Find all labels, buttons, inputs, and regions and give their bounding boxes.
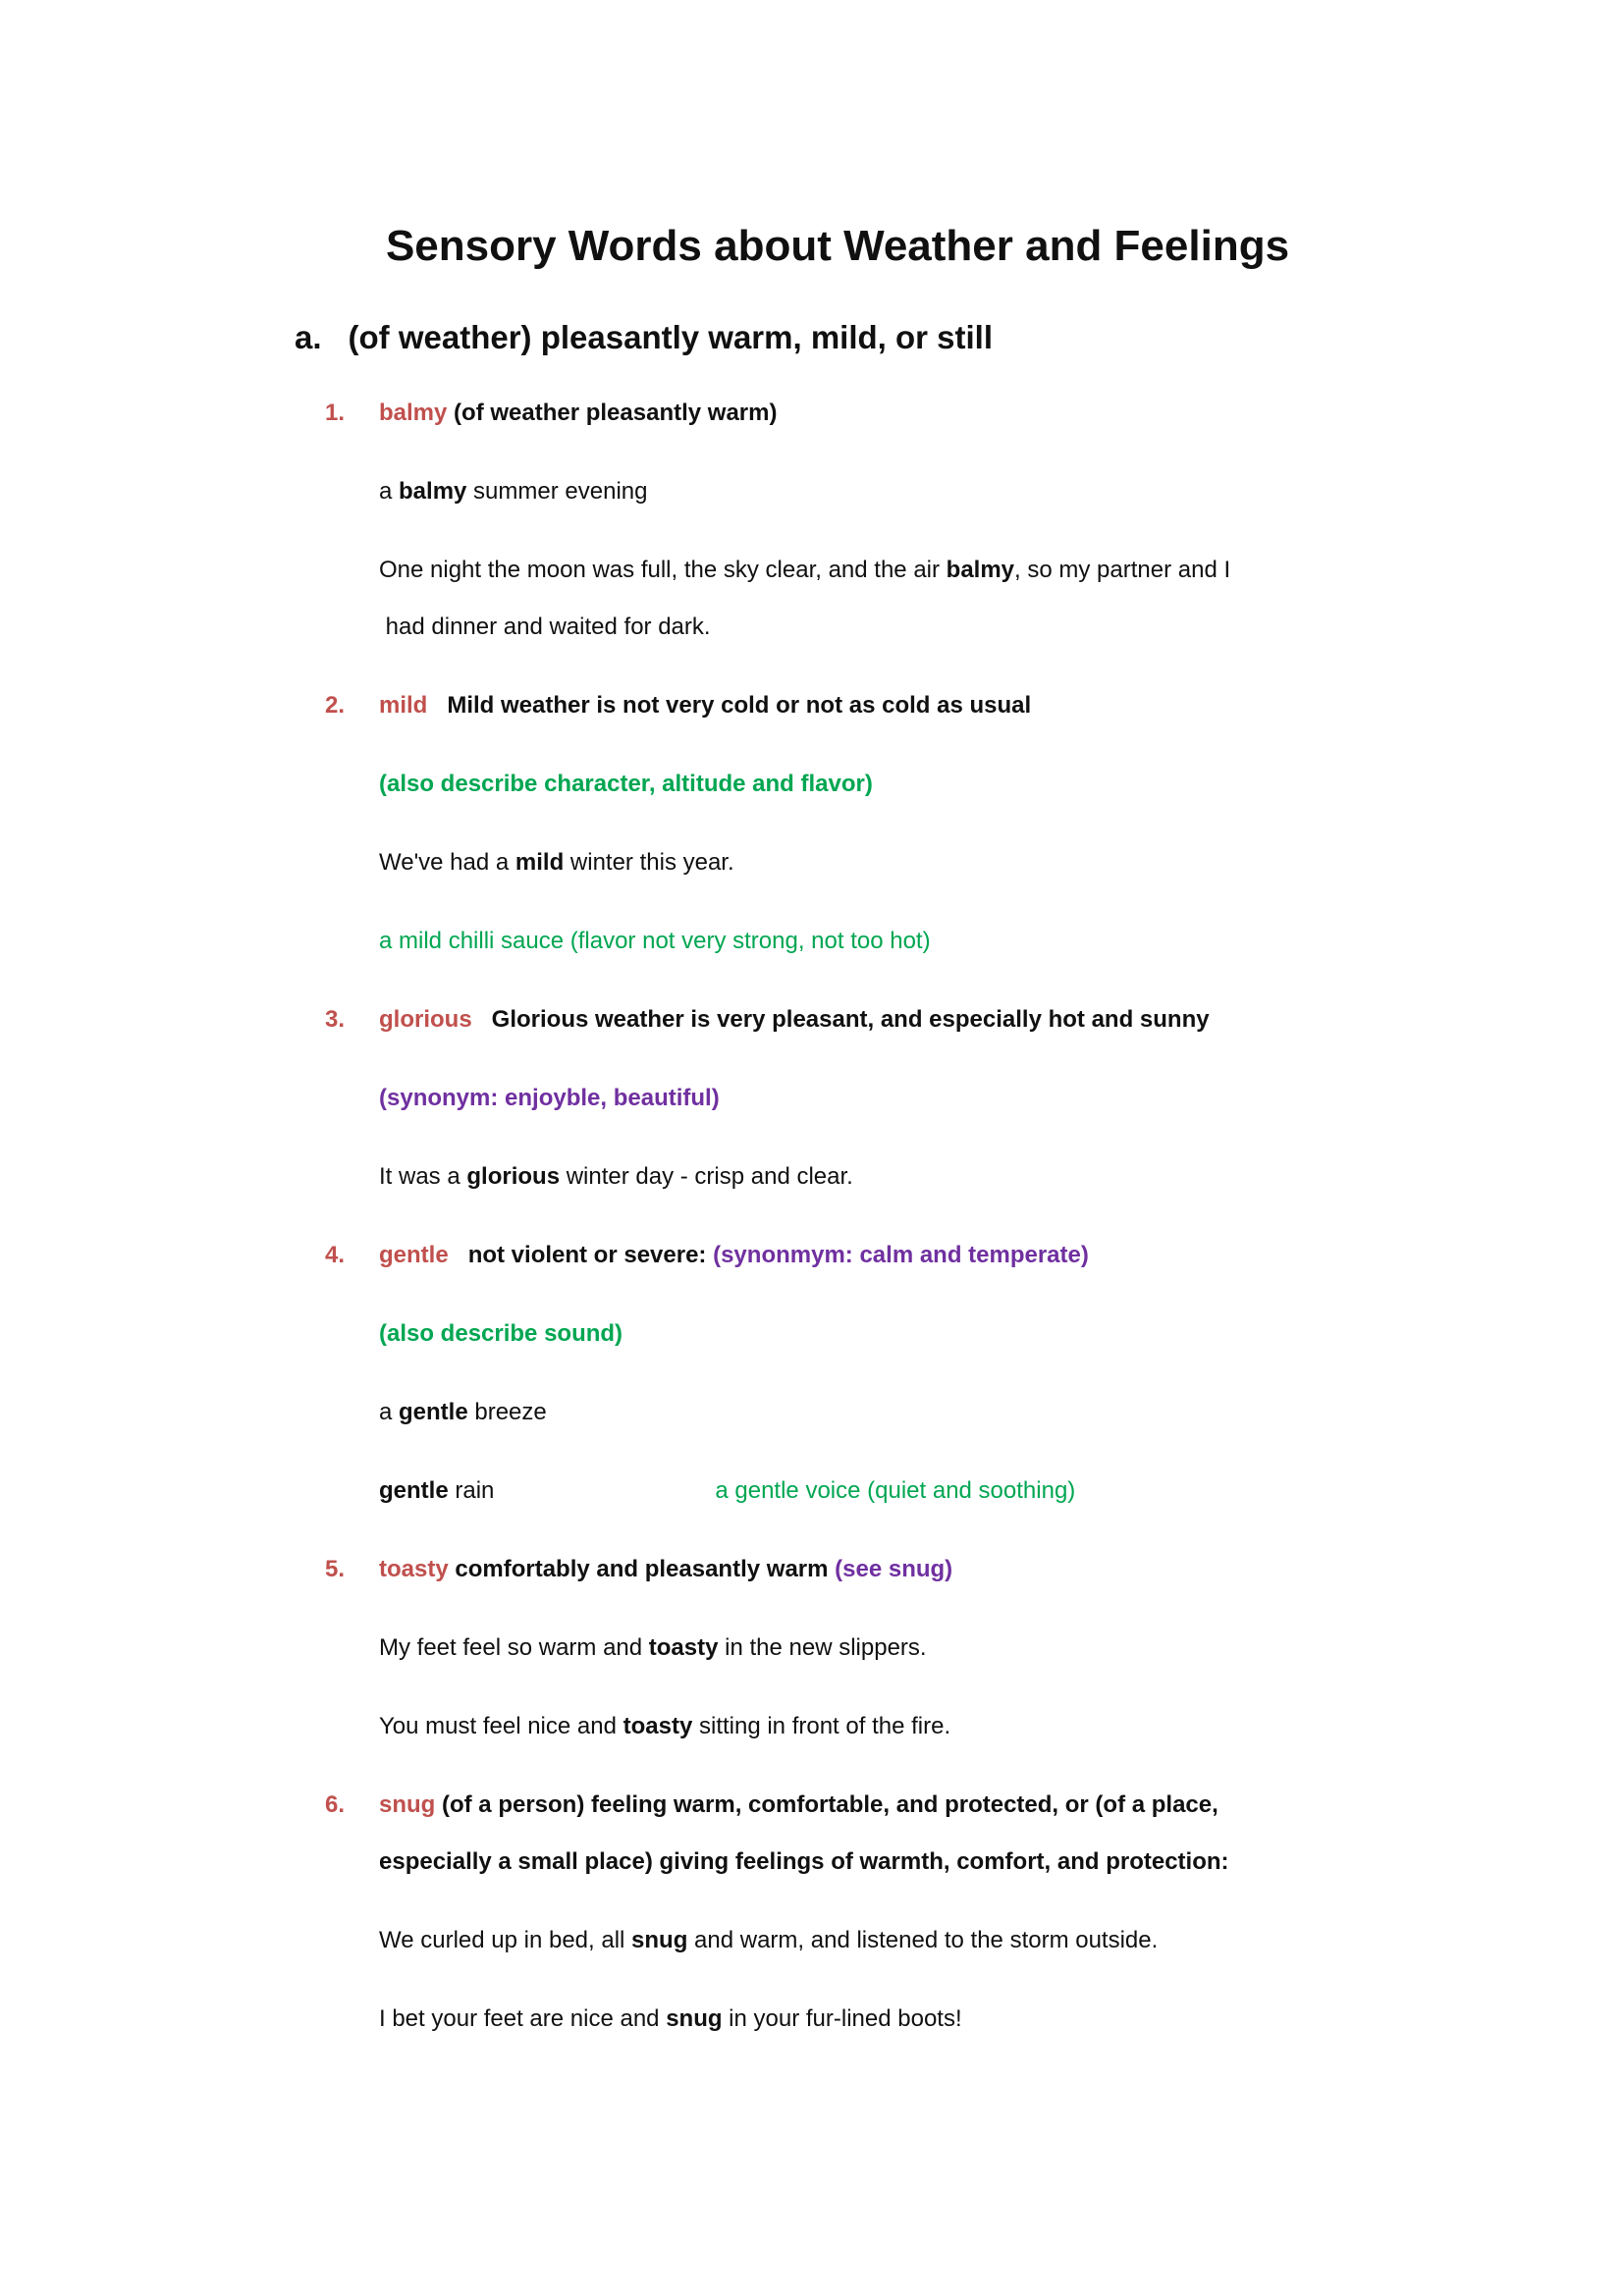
- text-segment: toasty: [623, 1713, 693, 1739]
- item-heading: [379, 385, 1388, 442]
- text-segment: We curled up in bed, all: [379, 1927, 632, 1953]
- text-segment: sitting in front of the fire.: [692, 1713, 951, 1739]
- text-line: [379, 1463, 1388, 1520]
- text-line: [379, 1541, 1388, 1598]
- text-line: [379, 1227, 1388, 1284]
- text-line: [379, 599, 1388, 656]
- text-segment: a: [379, 1399, 400, 1425]
- text-segment: (also describe sound): [379, 1320, 623, 1347]
- text-segment: winter this year.: [564, 849, 734, 876]
- text-line: [379, 463, 1388, 520]
- text-segment: glorious: [379, 1006, 472, 1033]
- text-segment: toasty: [648, 1634, 719, 1661]
- item-heading: [379, 677, 1388, 734]
- example-paragraph: [379, 542, 1388, 656]
- item-number: 1.: [325, 400, 346, 426]
- text-segment: (of a person) feeling warm, comfortable, and protected, or (of a place,: [435, 1791, 1218, 1818]
- item-content: [0, 991, 1624, 1205]
- text-segment: rain: [448, 1477, 495, 1504]
- item-content: [0, 1541, 1624, 1755]
- text-segment: balmy: [946, 557, 1015, 583]
- text-segment: , so my partner and I: [1014, 557, 1231, 583]
- list-item: [0, 991, 1624, 1205]
- example-paragraph: [379, 1306, 1388, 1362]
- item-number: 6.: [325, 1791, 346, 1818]
- text-segment: snug: [631, 1927, 688, 1953]
- example-paragraph: [379, 1912, 1388, 1969]
- example-paragraph: [379, 1620, 1388, 1677]
- text-line: [379, 1912, 1388, 1969]
- text-segment: a gentle voice (quiet and soothing): [715, 1477, 1076, 1504]
- item-number: 5.: [325, 1556, 346, 1582]
- text-line: [379, 1834, 1388, 1891]
- text-segment: It was a: [379, 1163, 467, 1190]
- text-line: [379, 1777, 1388, 1834]
- text-segment: gentle: [379, 1477, 449, 1504]
- list-item: [0, 1227, 1624, 1520]
- text-line: [379, 1070, 1388, 1127]
- text-segment: One night the moon was full, the sky clear, and the air: [379, 557, 947, 583]
- text-line: [379, 1148, 1388, 1205]
- text-segment: not violent or severe:: [448, 1242, 714, 1268]
- word-list: [0, 385, 1624, 2048]
- text-line: [379, 913, 1388, 970]
- item-heading: [379, 1777, 1388, 1891]
- item-content: [0, 677, 1624, 970]
- text-segment: especially a small place) giving feelings of warmth, comfort, and protection:: [379, 1848, 1229, 1875]
- text-segment: breeze: [467, 1399, 547, 1425]
- text-segment: I bet your feet are nice and: [379, 2005, 667, 2032]
- item-number: 2.: [325, 692, 346, 719]
- text-segment: and warm, and listened to the storm outside.: [687, 1927, 1159, 1953]
- text-segment: in your fur-lined boots!: [722, 2005, 962, 2032]
- example-paragraph: [379, 834, 1388, 891]
- text-segment: balmy: [399, 478, 467, 505]
- text-segment: (see snug): [835, 1556, 953, 1582]
- example-paragraph: [379, 1384, 1388, 1441]
- text-segment: snug: [379, 1791, 436, 1818]
- item-heading: [379, 1541, 1388, 1598]
- text-segment: (synonym: enjoyble, beautiful): [379, 1085, 720, 1111]
- page-title: Sensory Words about Weather and Feelings: [385, 222, 1290, 270]
- text-segment: My feet feel so warm and: [379, 1634, 649, 1661]
- list-item: [0, 1777, 1624, 2048]
- section-marker: a.: [295, 319, 322, 355]
- text-segment: winter day - crisp and clear.: [560, 1163, 853, 1190]
- example-paragraph: [379, 1463, 1388, 1520]
- section-heading: [0, 316, 1624, 359]
- text-segment: We've had a: [379, 849, 515, 876]
- text-line: [379, 677, 1388, 734]
- text-segment: (synonmym: calm and temperate): [713, 1242, 1089, 1268]
- example-paragraph: [379, 1698, 1388, 1755]
- text-segment: mild: [514, 849, 565, 876]
- text-segment: mild: [379, 692, 428, 719]
- text-segment: gentle: [379, 1242, 449, 1268]
- list-item: [0, 677, 1624, 970]
- text-segment: toasty: [379, 1556, 449, 1582]
- text-segment: Mild weather is not very cold or not as cold as usual: [427, 692, 1032, 719]
- example-paragraph: [379, 1991, 1388, 2048]
- example-paragraph: [379, 1148, 1388, 1205]
- item-content: [0, 1777, 1624, 2048]
- text-segment: Glorious weather is very pleasant, and especially hot and sunny: [471, 1006, 1210, 1033]
- example-paragraph: [379, 1070, 1388, 1127]
- section-heading-text: (of weather) pleasantly warm, mild, or still: [348, 319, 994, 355]
- item-heading: [379, 1227, 1388, 1284]
- text-line: [379, 542, 1388, 599]
- example-paragraph: [379, 913, 1388, 970]
- text-line: [379, 1384, 1388, 1441]
- text-segment: gentle: [399, 1399, 468, 1425]
- item-number: 3.: [325, 1006, 346, 1033]
- text-line: [379, 991, 1388, 1048]
- item-content: [0, 1227, 1624, 1520]
- text-segment: a: [379, 478, 400, 505]
- text-line: [379, 1620, 1388, 1677]
- item-number: 4.: [325, 1242, 346, 1268]
- text-segment: balmy: [379, 400, 448, 426]
- text-line: [379, 385, 1388, 442]
- text-segment: a mild chilli sauce (flavor not very strong, not too hot): [379, 928, 931, 954]
- list-item: [0, 385, 1624, 656]
- text-segment: glorious: [466, 1163, 561, 1190]
- text-segment: snug: [666, 2005, 723, 2032]
- text-line: [379, 1306, 1388, 1362]
- item-heading: [379, 991, 1388, 1048]
- list-item: [0, 1541, 1624, 1755]
- text-segment: (also describe character, altitude and flavor): [379, 771, 873, 797]
- text-line: [379, 834, 1388, 891]
- text-segment: You must feel nice and: [379, 1713, 623, 1739]
- text-segment: comfortably and pleasantly warm: [448, 1556, 836, 1582]
- text-line: [379, 1698, 1388, 1755]
- text-segment: had dinner and waited for dark.: [379, 614, 711, 640]
- text-line: [379, 756, 1388, 813]
- example-paragraph: [379, 756, 1388, 813]
- text-segment: summer evening: [466, 478, 648, 505]
- item-content: [0, 385, 1624, 656]
- text-segment: (of weather pleasantly warm): [447, 400, 778, 426]
- text-line: [379, 1991, 1388, 2048]
- example-paragraph: [379, 463, 1388, 520]
- text-segment: in the new slippers.: [718, 1634, 927, 1661]
